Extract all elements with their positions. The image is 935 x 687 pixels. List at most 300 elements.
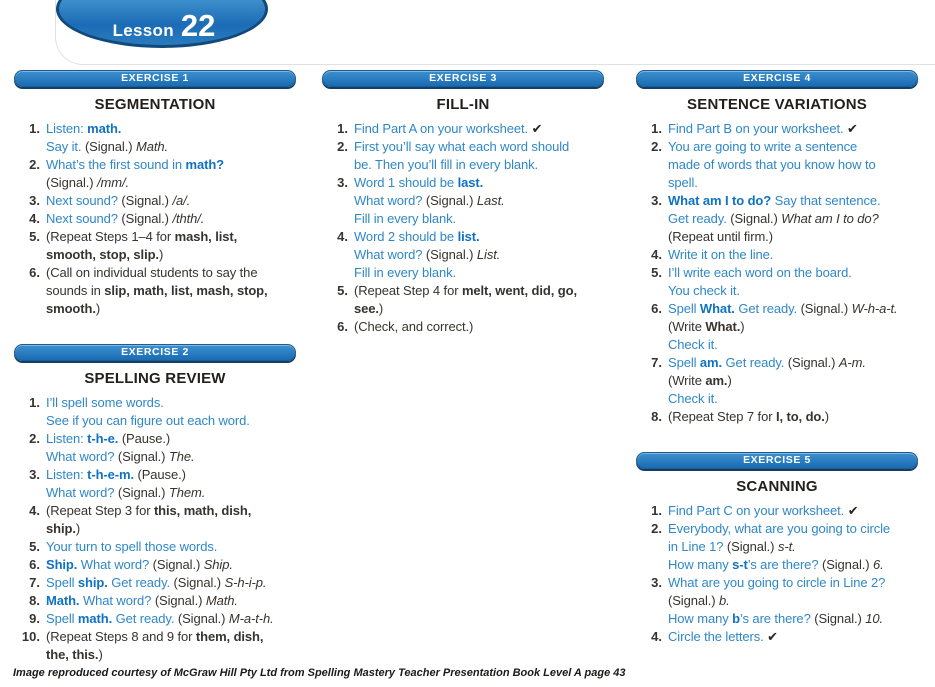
step-lines	[668, 192, 918, 246]
text-segment: b	[732, 611, 740, 626]
exercise-banner	[636, 452, 918, 469]
text-segment: Spell	[668, 301, 700, 316]
text-segment: )	[740, 319, 745, 334]
step-item	[636, 300, 918, 354]
step-list	[14, 120, 296, 318]
step-lines	[354, 120, 604, 138]
step-number: 4.	[29, 503, 40, 518]
text-line	[668, 282, 918, 300]
step-item	[14, 156, 296, 192]
step-lines	[354, 318, 604, 336]
text-segment: List.	[476, 247, 501, 262]
text-segment: Everybody, what are you going to circle	[668, 521, 891, 536]
text-segment: You check it.	[668, 283, 740, 298]
step-list	[636, 120, 918, 426]
text-segment: (Repeat Steps 8 and 9 for	[46, 629, 196, 644]
text-segment: )	[98, 647, 103, 662]
step-number: 7.	[651, 355, 662, 370]
step-number: 1.	[337, 121, 348, 136]
text-line	[46, 520, 296, 538]
text-line	[354, 246, 604, 264]
text-segment: )	[824, 409, 830, 424]
step-item	[14, 628, 296, 664]
step-number: 5.	[337, 283, 348, 298]
lesson-label: Lesson	[112, 21, 174, 40]
step-lines	[46, 556, 296, 574]
text-segment: sounds in	[46, 283, 105, 298]
text-segment: see.	[354, 301, 379, 316]
text-line	[46, 228, 296, 246]
text-segment: 10.	[865, 611, 884, 626]
text-segment: (Check, and correct.)	[354, 319, 474, 334]
step-lines	[668, 264, 918, 300]
text-segment: What word?	[354, 193, 426, 208]
text-segment: (Repeat Step 7 for	[668, 409, 776, 424]
text-segment: A-m.	[838, 355, 866, 370]
step-lines	[668, 502, 918, 520]
exercise-title: SEGMENTATION	[94, 96, 216, 113]
text-line	[46, 628, 296, 646]
step-number: 3.	[29, 467, 40, 482]
step-item	[322, 318, 604, 336]
text-segment: What word?	[354, 247, 426, 262]
text-segment: s-t	[732, 557, 748, 572]
step-number: 2.	[337, 139, 348, 154]
text-line	[46, 174, 296, 192]
text-segment: Your turn to spell those words.	[46, 539, 218, 554]
text-line	[668, 174, 918, 192]
step-lines	[668, 520, 918, 574]
column-3	[636, 70, 918, 646]
text-line	[46, 466, 296, 484]
text-line	[354, 264, 604, 282]
step-lines	[354, 282, 604, 318]
text-segment: (Repeat Step 4 for	[354, 283, 462, 298]
text-segment: (Signal.)	[787, 355, 839, 370]
step-lines	[46, 538, 296, 556]
step-item	[14, 466, 296, 502]
step-item	[14, 210, 296, 228]
text-segment: Get ready.	[115, 611, 178, 626]
text-line	[668, 120, 918, 138]
text-line	[668, 408, 918, 426]
step-lines	[354, 228, 604, 282]
step-lines	[668, 246, 918, 264]
text-segment: (Signal.)	[173, 575, 225, 590]
text-line	[668, 574, 918, 592]
step-lines	[668, 120, 918, 138]
text-segment: First you’ll say what each word should	[354, 139, 570, 154]
text-segment: Ship.	[203, 557, 233, 572]
step-number: 5.	[29, 229, 40, 244]
text-line	[668, 538, 918, 556]
text-segment: I’ll write each word on the board.	[668, 265, 852, 280]
step-number: 2.	[29, 431, 40, 446]
text-line	[668, 156, 918, 174]
text-segment: (Signal.)	[726, 539, 778, 554]
exercise-title: SENTENCE VARIATIONS	[687, 96, 867, 113]
step-lines	[354, 138, 604, 174]
text-segment: (Repeat Steps 1–4 for	[46, 229, 175, 244]
text-segment: Get ready.	[111, 575, 174, 590]
text-segment: Last.	[476, 193, 505, 208]
step-item	[14, 556, 296, 574]
text-segment: What word?	[46, 449, 118, 464]
step-item	[636, 574, 918, 628]
check-icon: ✔	[847, 503, 859, 518]
text-segment: (Signal.)	[821, 557, 873, 572]
text-line	[668, 228, 918, 246]
step-number: 1.	[651, 121, 662, 136]
text-segment: (Signal.)	[152, 557, 204, 572]
text-segment: What word?	[82, 593, 155, 608]
text-segment: Fill in every blank.	[354, 265, 457, 280]
text-line	[354, 138, 604, 156]
step-lines	[668, 408, 918, 426]
text-segment: What.	[705, 319, 741, 334]
step-lines	[46, 430, 296, 466]
text-segment: Get ready.	[668, 211, 731, 226]
text-segment: the, this.	[46, 647, 99, 662]
step-lines	[46, 628, 296, 664]
exercise-title: SPELLING REVIEW	[84, 370, 226, 387]
column-1	[14, 70, 296, 664]
text-segment: What am I to do?	[781, 211, 879, 226]
step-lines	[668, 300, 918, 354]
exercise-banner	[14, 344, 296, 361]
text-segment: smooth, stop, slip.	[46, 247, 159, 262]
step-lines	[46, 592, 296, 610]
step-number: 4.	[337, 229, 348, 244]
step-item	[636, 138, 918, 192]
text-line	[354, 192, 604, 210]
text-segment: See if you can figure out each word.	[46, 413, 250, 428]
text-segment: Listen:	[46, 121, 88, 136]
text-segment: What word?	[46, 485, 118, 500]
step-item	[322, 120, 604, 138]
text-segment: How many	[668, 611, 733, 626]
step-number: 3.	[29, 193, 40, 208]
text-line	[354, 318, 604, 336]
text-line	[668, 138, 918, 156]
step-number: 6.	[337, 319, 348, 334]
step-number: 4.	[651, 247, 662, 262]
text-segment: Find Part A on your worksheet.	[354, 121, 532, 136]
text-segment: be. Then you’ll fill in every blank.	[354, 157, 539, 172]
step-item	[636, 120, 918, 138]
step-number: 2.	[651, 521, 662, 536]
step-number: 5.	[29, 539, 40, 554]
step-number: 3.	[651, 575, 662, 590]
text-segment: (Pause.)	[121, 431, 171, 446]
step-item	[14, 394, 296, 430]
step-lines	[46, 466, 296, 502]
text-line	[668, 610, 918, 628]
step-lines	[668, 574, 918, 628]
text-segment: Listen:	[46, 467, 88, 482]
text-segment: (Call on individual students to say the	[46, 265, 258, 280]
text-segment: Math.	[46, 593, 83, 608]
exercise-banner-label: EXERCISE 2	[121, 346, 189, 359]
text-segment: last.	[457, 175, 484, 190]
text-segment: )	[378, 301, 384, 316]
text-line	[46, 138, 296, 156]
text-segment: (Pause.)	[137, 467, 186, 482]
text-line	[46, 538, 296, 556]
exercise-section	[636, 70, 918, 426]
exercise-banner-label: EXERCISE 5	[743, 454, 811, 467]
text-segment: made of words that you know how to	[668, 157, 876, 172]
text-segment: Check it.	[668, 337, 718, 352]
text-segment: Find Part C on your worksheet.	[668, 503, 848, 518]
text-segment: What are you going to circle in Line 2?	[668, 575, 886, 590]
text-line	[668, 336, 918, 354]
text-segment: Ship.	[46, 557, 81, 572]
text-segment: W-h-a-t.	[851, 301, 898, 316]
exercise-banner	[14, 70, 296, 87]
step-item	[322, 282, 604, 318]
text-segment: Get ready.	[725, 355, 788, 370]
column-2	[322, 70, 604, 336]
text-segment: math.	[87, 121, 122, 136]
text-segment: this, math, dish,	[153, 503, 252, 518]
step-item	[14, 610, 296, 628]
text-segment: (Signal.)	[84, 139, 136, 154]
step-number: 7.	[29, 575, 40, 590]
text-segment: Listen:	[46, 431, 88, 446]
step-list	[322, 120, 604, 336]
step-lines	[46, 156, 296, 192]
text-segment: (Repeat Step 3 for	[46, 503, 154, 518]
text-segment: Circle the letters.	[668, 629, 768, 644]
text-segment: (Signal.)	[46, 175, 98, 190]
text-segment: Spell	[668, 355, 700, 370]
text-line	[668, 246, 918, 264]
text-segment: ship.	[77, 575, 112, 590]
text-segment: t-h-e.	[87, 431, 122, 446]
text-line	[354, 156, 604, 174]
text-segment: 6.	[873, 557, 884, 572]
step-number: 6.	[29, 557, 40, 572]
text-segment: ship.	[46, 521, 76, 536]
step-item	[636, 354, 918, 408]
lesson-badge-text	[55, 2, 273, 48]
text-segment: s-t.	[777, 539, 796, 554]
text-segment: Get ready.	[738, 301, 801, 316]
check-icon: ✔	[767, 629, 778, 644]
text-segment: Next sound?	[46, 193, 122, 208]
text-segment: (Write	[668, 373, 706, 388]
text-segment: )	[95, 301, 101, 316]
text-line	[46, 502, 296, 520]
text-line	[46, 448, 296, 466]
step-number: 9.	[29, 611, 40, 626]
exercise-section	[636, 452, 918, 646]
step-number: 2.	[651, 139, 662, 154]
text-segment: (Signal.)	[425, 193, 477, 208]
text-segment: in Line 1?	[668, 539, 727, 554]
step-lines	[668, 628, 918, 646]
text-line	[668, 592, 918, 610]
step-item	[636, 264, 918, 300]
step-lines	[46, 264, 296, 318]
step-item	[322, 228, 604, 282]
step-lines	[46, 394, 296, 430]
text-segment: /mm/.	[97, 175, 130, 190]
text-segment: ’s are there?	[739, 611, 815, 626]
text-line	[354, 120, 604, 138]
exercise-banner-label: EXERCISE 4	[743, 72, 811, 85]
text-segment: Them.	[168, 485, 206, 500]
text-segment: mash, list,	[174, 229, 238, 244]
text-segment: spell.	[668, 175, 698, 190]
step-number: 1.	[651, 503, 662, 518]
text-segment: (Signal.)	[121, 193, 173, 208]
step-lines	[354, 174, 604, 228]
text-segment: am.	[699, 355, 726, 370]
text-line	[46, 556, 296, 574]
step-number: 6.	[651, 301, 662, 316]
text-segment: Spell	[46, 611, 78, 626]
text-segment: (Signal.)	[177, 611, 229, 626]
text-segment: (Signal.)	[117, 485, 169, 500]
step-lines	[46, 192, 296, 210]
text-segment: /a/.	[172, 193, 191, 208]
text-segment: (Signal.)	[800, 301, 852, 316]
text-segment: (Signal.)	[730, 211, 782, 226]
exercise-banner-label: EXERCISE 1	[121, 72, 189, 85]
text-segment: Math.	[205, 593, 238, 608]
step-lines	[46, 610, 296, 628]
check-icon: ✔	[846, 121, 858, 136]
text-line	[46, 282, 296, 300]
text-segment: Write it on the line.	[668, 247, 774, 262]
text-segment: Say it.	[46, 139, 85, 154]
text-line	[668, 354, 918, 372]
check-icon: ✔	[531, 121, 543, 136]
text-line	[354, 282, 604, 300]
step-number: 8.	[651, 409, 662, 424]
step-item	[322, 138, 604, 174]
text-line	[668, 300, 918, 318]
step-lines	[668, 138, 918, 192]
text-segment: (Write	[668, 319, 706, 334]
step-lines	[668, 354, 918, 408]
text-line	[46, 484, 296, 502]
text-line	[668, 264, 918, 282]
step-lines	[46, 228, 296, 264]
text-segment: )	[158, 247, 164, 262]
step-number: 4.	[29, 211, 40, 226]
text-line	[46, 300, 296, 318]
text-line	[46, 574, 296, 592]
text-line	[668, 520, 918, 538]
text-segment: M-a-t-h.	[228, 611, 274, 626]
exercise-title: SCANNING	[736, 478, 818, 495]
step-number: 4.	[651, 629, 662, 644]
step-number: 10.	[21, 629, 40, 644]
step-lines	[46, 120, 296, 156]
text-segment: What word?	[80, 557, 153, 572]
text-segment: Math.	[135, 139, 168, 154]
text-line	[668, 372, 918, 390]
text-line	[354, 300, 604, 318]
exercise-banner-label: EXERCISE 3	[429, 72, 497, 85]
text-segment: Next sound?	[46, 211, 122, 226]
text-line	[354, 228, 604, 246]
step-number: 1.	[29, 395, 40, 410]
text-segment: smooth.	[46, 301, 96, 316]
step-item	[636, 520, 918, 574]
text-segment: (Repeat until firm.)	[668, 229, 773, 244]
text-line	[46, 120, 296, 138]
text-line	[668, 390, 918, 408]
step-item	[14, 264, 296, 318]
text-segment: What am I to do?	[668, 193, 775, 208]
step-item	[14, 592, 296, 610]
exercise-banner	[636, 70, 918, 87]
text-segment: )	[727, 373, 732, 388]
step-lines	[46, 574, 296, 592]
step-item	[14, 574, 296, 592]
text-line	[46, 394, 296, 412]
step-item	[14, 430, 296, 466]
text-line	[668, 318, 918, 336]
footer-credit: Image reproduced courtesy of McGraw Hill Pty Ltd from Spelling Mastery Teacher Presentation Book Level A page 43	[13, 667, 626, 679]
step-item	[14, 502, 296, 538]
text-line	[668, 502, 918, 520]
text-segment: How many	[668, 557, 733, 572]
step-number: 3.	[337, 175, 348, 190]
text-line	[46, 246, 296, 264]
step-number: 5.	[651, 265, 662, 280]
text-segment: (Signal.)	[117, 449, 169, 464]
text-segment: )	[75, 521, 81, 536]
text-segment: I’ll spell some words.	[46, 395, 164, 410]
text-segment: Word 2 should be	[354, 229, 458, 244]
text-segment: What.	[699, 301, 739, 316]
text-segment: am.	[705, 373, 728, 388]
text-segment: (Signal.)	[121, 211, 173, 226]
text-segment: Check it.	[668, 391, 718, 406]
step-item	[14, 192, 296, 210]
text-segment: I, to, do.	[775, 409, 825, 424]
text-segment: The.	[168, 449, 195, 464]
text-segment: Fill in every blank.	[354, 211, 457, 226]
text-line	[668, 210, 918, 228]
step-item	[636, 502, 918, 520]
text-segment: t-h-e-m.	[87, 467, 138, 482]
text-segment: math?	[185, 157, 225, 172]
text-line	[46, 592, 296, 610]
text-segment: list.	[457, 229, 480, 244]
step-item	[14, 228, 296, 264]
text-line	[46, 412, 296, 430]
step-item	[322, 174, 604, 228]
step-item	[636, 246, 918, 264]
text-line	[46, 264, 296, 282]
step-item	[636, 628, 918, 646]
text-segment: Spell	[46, 575, 78, 590]
step-item	[14, 538, 296, 556]
text-segment: math.	[77, 611, 116, 626]
text-line	[46, 210, 296, 228]
text-segment: You are going to write a sentence	[668, 139, 858, 154]
step-list	[14, 394, 296, 664]
exercise-banner	[322, 70, 604, 87]
step-number: 2.	[29, 157, 40, 172]
text-line	[354, 210, 604, 228]
